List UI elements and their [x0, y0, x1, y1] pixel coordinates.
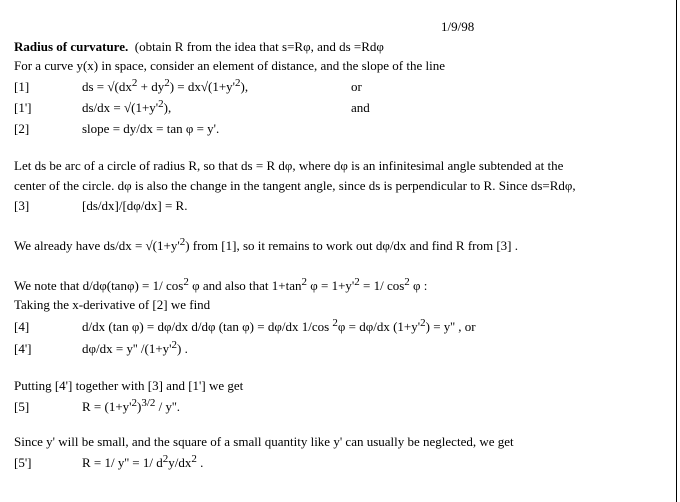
eq3-tag: [3] — [14, 198, 30, 213]
eq5p-formula: R = 1/ y'' = 1/ $d^2y/dx^2$ . — [82, 453, 204, 470]
eq4p-formula: dφ/dx = y'' $/(1+y'^2)$ . — [82, 339, 188, 356]
eq3-formula: [ds/dx]/[dφ/dx] = R. — [82, 198, 188, 213]
eq4-formula: d/dx (tan φ) = dφ/dx d/dφ (tan φ) = dφ/dx 1/cos $^2$φ = dφ/dx $(1+y'^2) = y''$ , or — [82, 317, 476, 334]
eq1p-tag: [1'] — [14, 100, 32, 115]
right-border-line — [676, 0, 677, 502]
eq4-tag: [4] — [14, 319, 30, 334]
para1-line1: Let ds be arc of a circle of radius R, so that ds = R dφ, where dφ is an infinitesimal angle subtended at the — [14, 158, 564, 173]
heading-note: (obtain R from the idea that s=Rφ, and ds =Rdφ — [134, 39, 384, 54]
eq5-formula: $R = (1+y'^2)^{3/2} / y''$. — [82, 397, 180, 414]
eq2-tag: [2] — [14, 121, 30, 136]
eq1-formula: ds = $√(dx^2 + dy^2) = dx√(1+y'^2)$, — [82, 77, 249, 94]
heading-line — [14, 40, 384, 53]
para4-text: Putting [4'] together with [3] and [1'] we get — [14, 378, 244, 393]
eq5p-tag: [5'] — [14, 455, 32, 470]
para2-text: We already have $ds/dx = √(1+y'^2)$ from [1], so it remains to work out dφ/dx and find R from [3] . — [14, 236, 518, 253]
para3-line2: Taking the x-derivative of [2] we find — [14, 297, 211, 312]
eq1p-formula: $ds/dx = √(1+y'^2)$, — [82, 98, 172, 115]
document-date: 1/9/98 — [441, 19, 475, 34]
eq2-formula: slope = dy/dx = tan φ = y'. — [82, 121, 220, 136]
para3-line1: We note that d/dφ(tanφ) = 1/ $\cos^2 \varphi$ and also that $1+\tan^2$ $\varphi = 1+y'^2 = 1/$ $\cos^2 \varphi$ : — [14, 276, 428, 293]
eq1p-conjunction: and — [351, 100, 370, 115]
heading-title: Radius of curvature. — [14, 39, 129, 54]
eq5-tag: [5] — [14, 399, 30, 414]
para1-line2: center of the circle. dφ is also the change in the tangent angle, since ds is perpendicular to R. Since ds=Rdφ, — [14, 178, 576, 193]
eq1-conjunction: or — [351, 79, 362, 94]
eq1-tag: [1] — [14, 79, 30, 94]
para5-text: Since y' will be small, and the square of a small quantity like y' can usually be neglected, we get — [14, 434, 514, 449]
eq4p-tag: [4'] — [14, 341, 32, 356]
intro-text: For a curve y(x) in space, consider an element of distance, and the slope of the line — [14, 58, 446, 73]
